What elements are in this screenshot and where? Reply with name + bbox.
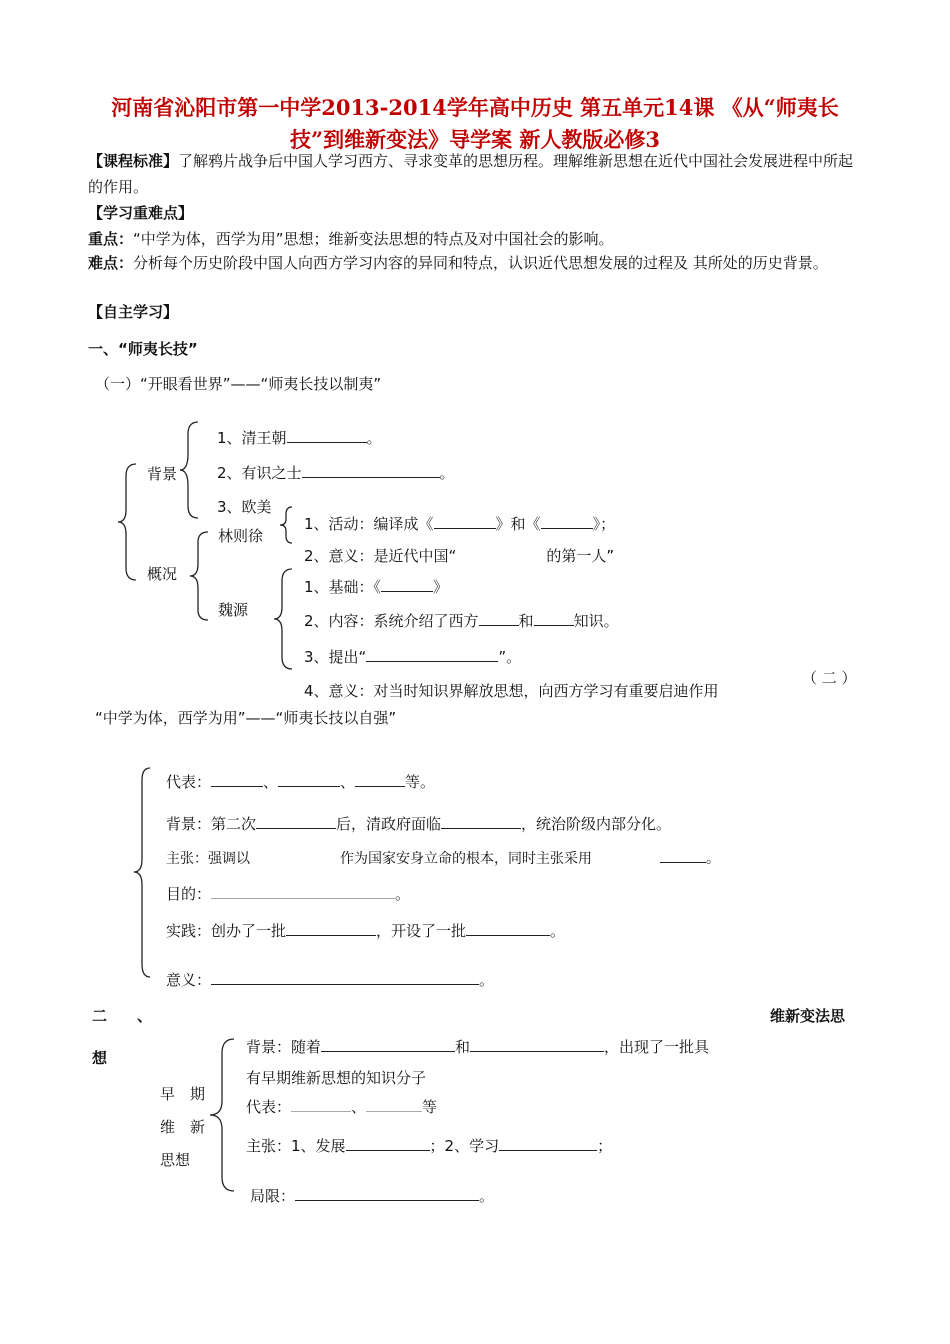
lin-brace [279, 506, 299, 544]
blank-early-bg-1[interactable] [321, 1037, 455, 1052]
blank-practice-1[interactable] [286, 921, 376, 936]
tiyong-sep-2: 、 [340, 773, 356, 791]
lin-item-2-clipped: 2、意义：是近代中国“ 的第一人” [304, 547, 615, 565]
course-standard-text: 了解鸦片战争后中国人学习西方、寻求变革的思想历程。理解维新思想在近代中国社会发展进程中所起的作用。 [88, 152, 854, 196]
part2-heading-right: 维新变法思 [770, 1007, 846, 1025]
wei-item-4: 4、意义：对当时知识界解放思想，向西方学习有重要启迪作用 [304, 682, 719, 700]
lin-item-1-end: 》； [592, 515, 616, 533]
wei-item-1-text: 1、基础：《 [304, 578, 382, 596]
wei-yuan-label: 魏源 [218, 601, 249, 619]
wei-item-2-mid: 和 [518, 612, 534, 630]
blank-meaning[interactable] [211, 970, 479, 985]
lin-item-1-text: 1、活动：编译成《 [304, 515, 434, 533]
tiyong-practice [166, 921, 565, 941]
early-claim-end: ； [597, 1137, 613, 1155]
wei-item-2 [304, 611, 619, 631]
blank-book-1[interactable] [434, 514, 496, 529]
key-points-text: “中学为体，西学为用”思想；维新变法思想的特点及对中国社会的影响。 [133, 230, 614, 248]
blank-rep-3[interactable] [355, 772, 405, 787]
blank-second-war[interactable] [256, 814, 336, 829]
early-background [246, 1037, 709, 1057]
ti-yong-brace [132, 766, 156, 980]
early-limitation-text: 局限： [250, 1187, 296, 1205]
lin-item-1-mid: 》和《 [495, 515, 541, 533]
part1-sub2: “中学为体，西学为用”——“师夷长技以自强” [95, 709, 397, 727]
early-background-clipped: 有早期维新思想的知识分子 [246, 1069, 427, 1087]
wei-item-3 [304, 647, 521, 667]
background-item-1-text: 1、清王朝 [217, 429, 287, 447]
blank-rep-1[interactable] [211, 772, 263, 787]
part2-heading-tail: 想 [92, 1049, 108, 1067]
early-reform-label-3: 思想 [160, 1151, 191, 1169]
blank-west-2[interactable] [534, 611, 574, 626]
background-label: 背景 [147, 465, 178, 483]
tiyong-practice-text: 实践：创办了一批 [166, 922, 287, 940]
wei-item-1-end: 》 [433, 578, 449, 596]
wei-item-3-text: 3、提出“ [304, 648, 367, 666]
section1-brace [118, 462, 148, 582]
tiyong-meaning [166, 970, 494, 990]
early-representatives-text: 代表： [246, 1098, 292, 1116]
document-title-line-2: 技”到维新变法》导学案 新人教版必修3 [289, 127, 660, 152]
blank-claim-end[interactable] [660, 848, 706, 863]
early-background-text: 背景：随着 [246, 1038, 322, 1056]
background-item-3-clipped: 3、欧美 [217, 498, 272, 516]
early-claim-mid: ；2、学习 [429, 1137, 500, 1155]
overview-brace [190, 530, 220, 622]
lin-item-1 [304, 514, 615, 534]
self-study-heading: 【自主学习】 [88, 303, 179, 321]
course-standard-label: 【课程标准】 [88, 152, 179, 170]
tiyong-practice-end: 。 [550, 922, 566, 940]
background-brace [180, 420, 210, 520]
early-reform-brace [206, 1037, 240, 1193]
background-item-1-end: 。 [366, 429, 382, 447]
tiyong-representatives-end: 等。 [405, 773, 436, 791]
tiyong-meaning-end: 。 [479, 971, 495, 989]
blank-practice-2[interactable] [466, 921, 550, 936]
blank-goal[interactable] [211, 884, 395, 899]
course-standard [88, 148, 863, 200]
tiyong-background-mid: 后，清政府面临 [336, 815, 442, 833]
early-claim [246, 1136, 612, 1156]
blank-early-claim-2[interactable] [499, 1136, 597, 1151]
part2-heading-left: 二 、 [92, 1007, 153, 1025]
blank-book-2[interactable] [541, 514, 593, 529]
early-representatives [246, 1097, 437, 1117]
early-representatives-end: 等 [422, 1098, 438, 1116]
blank-early-claim-1[interactable] [346, 1136, 430, 1151]
overview-label: 概况 [147, 565, 178, 583]
part1-sub1: （一）“开眼看世界”——“师夷长技以制夷” [95, 375, 382, 393]
tiyong-claim-text: 主张：强调以 [166, 851, 250, 867]
tiyong-claim-end: 。 [706, 851, 720, 867]
blank-slogan[interactable] [366, 647, 498, 662]
background-item-2-end: 。 [439, 464, 455, 482]
wei-item-3-end: ”。 [498, 648, 522, 666]
tiyong-meaning-text: 意义： [166, 971, 212, 989]
document-title-line-1: 河南省沁阳市第一中学2013-2014学年高中历史 第五单元14课 《从“师夷长 [111, 95, 839, 120]
difficult-points-label: 难点： [88, 254, 134, 272]
key-points [88, 226, 863, 252]
early-limitation-end: 。 [479, 1187, 495, 1205]
key-points-label: 重点： [88, 230, 134, 248]
background-item-1 [217, 428, 382, 448]
blank-west-1[interactable] [479, 611, 519, 626]
blank-wei-book[interactable] [381, 577, 433, 592]
wei-item-2-end: 知识。 [573, 612, 619, 630]
sub2-marker: （ 二 ） [802, 669, 857, 687]
blank-early-rep-2[interactable] [366, 1097, 422, 1112]
background-item-2-text: 2、有识之士 [217, 464, 302, 482]
difficult-points-text: 分析每个历史阶段中国人向西方学习内容的异同和特点，认识近代思想发展的过程及 其所处的历史背景。 [133, 254, 828, 272]
blank-rep-2[interactable] [278, 772, 340, 787]
background-item-2 [217, 463, 455, 483]
tiyong-goal [166, 884, 410, 904]
blank-early-rep-1[interactable] [291, 1097, 351, 1112]
difficulty-heading: 【学习重难点】 [88, 204, 194, 222]
tiyong-claim-mid: 作为国家安身立命的根本，同时主张采用 [340, 851, 592, 867]
wei-item-2-text: 2、内容：系统介绍了西方 [304, 612, 479, 630]
early-limitation [250, 1186, 494, 1206]
tiyong-sep-1: 、 [263, 773, 279, 791]
wei-item-1 [304, 577, 448, 597]
tiyong-background-text: 背景：第二次 [166, 815, 257, 833]
tiyong-background [166, 814, 671, 834]
early-reform-label-2: 维 新 [160, 1118, 206, 1136]
blank-early-bg-2[interactable] [470, 1037, 604, 1052]
blank-crisis[interactable] [441, 814, 521, 829]
lin-zexu-label: 林则徐 [218, 527, 264, 545]
blank-early-limit[interactable] [295, 1186, 479, 1201]
wei-brace [272, 567, 302, 671]
early-rep-sep: 、 [351, 1098, 367, 1116]
blank-scholars[interactable] [302, 463, 440, 478]
early-background-end: ，出现了一批具 [604, 1038, 710, 1056]
blank-qing-dynasty[interactable] [287, 428, 367, 443]
early-background-mid: 和 [455, 1038, 471, 1056]
tiyong-practice-mid: ，开设了一批 [376, 922, 467, 940]
tiyong-goal-end: 。 [395, 885, 411, 903]
early-reform-label-1: 早 期 [160, 1085, 206, 1103]
part1-heading: 一、“师夷长技” [88, 340, 198, 358]
tiyong-goal-text: 目的： [166, 885, 212, 903]
tiyong-background-end: ，统治阶级内部分化。 [521, 815, 672, 833]
early-claim-text: 主张：1、发展 [246, 1137, 346, 1155]
tiyong-claim [166, 848, 720, 869]
tiyong-representatives-text: 代表： [166, 773, 212, 791]
tiyong-representatives [166, 772, 435, 792]
difficult-points [88, 250, 863, 276]
